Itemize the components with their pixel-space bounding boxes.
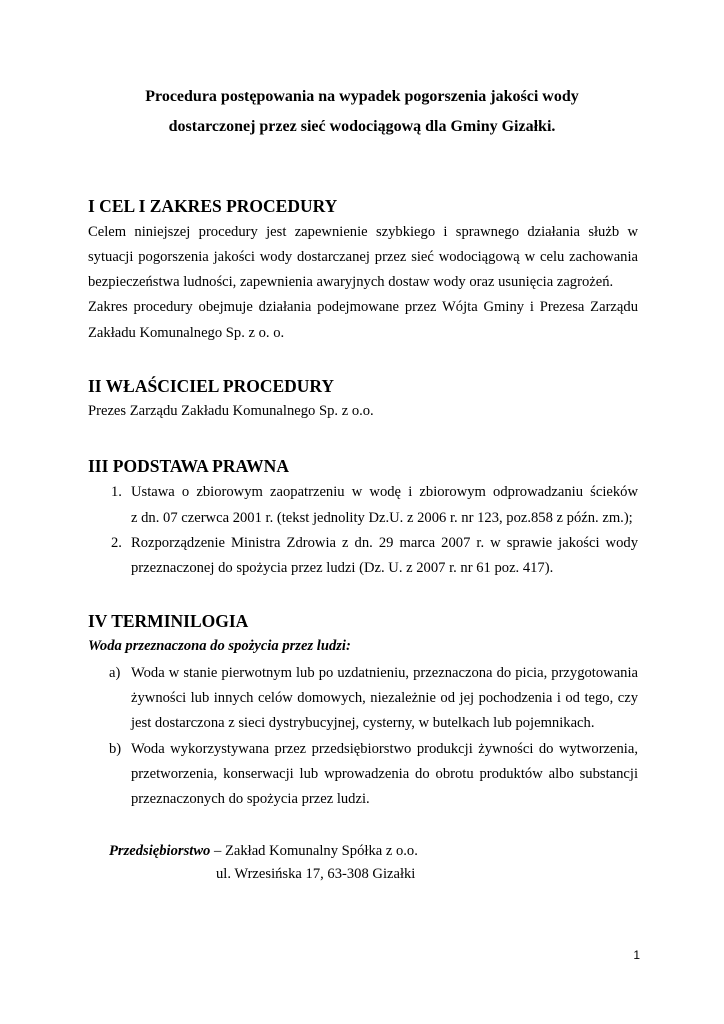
legal-item-1-line-2: z dn. 07 czerwca 2001 r. (tekst jednolity Dz.U. z 2006 r. nr 123, poz.858 z późn. zm.); [131, 510, 633, 526]
section-1-heading: I CEL I ZAKRES PROCEDURY [88, 196, 338, 216]
term-item-b-label: b) [109, 741, 122, 757]
section-1-line-5: Zakładu Komunalnego Sp. z o. o. [88, 325, 285, 341]
term-item-b-line-3: przeznaczonych do spożycia przez ludzi. [131, 791, 370, 807]
enterprise-name: – Zakład Komunalny Spółka z o.o. [210, 843, 418, 859]
section-1-line-4: Zakres procedury obejmuje działania podejmowane przez Wójta Gminy i Prezesa Zarządu [88, 299, 638, 315]
section-1-line-3: bezpieczeństwa ludności, zapewnienia awaryjnych dostaw wody oraz usunięcia zagrożeń. [88, 274, 614, 290]
enterprise-term: Przedsiębiorstwo [109, 843, 211, 859]
legal-item-1-line-1: Ustawa o zbiorowym zaopatrzeniu w wodę i zbiorowym odprowadzaniu ścieków [131, 484, 638, 500]
title-line-2: dostarczonej przez sieć wodociągową dla Gminy Gizałki. [168, 118, 556, 135]
section-3-heading: III PODSTAWA PRAWNA [88, 456, 289, 476]
term-item-a-label: a) [109, 665, 121, 681]
section-4-subheading: Woda przeznaczona do spożycia przez ludzi: [88, 638, 351, 654]
page-number: 1 [633, 948, 640, 962]
section-4-heading: IV TERMINILOGIA [88, 611, 249, 631]
enterprise-address: ul. Wrzesińska 17, 63-308 Gizałki [216, 866, 416, 882]
legal-item-2-number: 2. [111, 535, 122, 551]
term-item-a-line-3: jest dostarczona z sieci dystrybucyjnej, cysterny, w butelkach lub pojemnikach. [131, 715, 595, 731]
legal-item-2-line-1: Rozporządzenie Ministra Zdrowia z dn. 29 marca 2007 r. w sprawie jakości wody [131, 535, 638, 551]
enterprise-definition [109, 843, 418, 860]
term-item-b-line-2: przetworzenia, konserwacji lub wprowadzenia do obrotu produktów albo substancji [131, 766, 638, 782]
legal-item-2-line-2: przeznaczonej do spożycia przez ludzi (Dz. U. z 2007 r. nr 61 poz. 417). [131, 560, 554, 576]
legal-item-1-number: 1. [111, 484, 122, 500]
term-item-a-line-1: Woda w stanie pierwotnym lub po uzdatnieniu, przeznaczona do picia, przygotowania [131, 665, 638, 681]
term-item-b-line-1: Woda wykorzystywana przez przedsiębiorstwo produkcji żywności do wytworzenia, [131, 741, 638, 757]
term-item-a-line-2: żywności lub innych celów domowych, niezależnie od jej pochodzenia i od tego, czy [131, 690, 638, 706]
section-2-text: Prezes Zarządu Zakładu Komunalnego Sp. z o.o. [88, 403, 374, 419]
section-1-line-1: Celem niniejszej procedury jest zapewnienie szybkiego i sprawnego działania służb w [88, 224, 638, 240]
section-2-heading: II WŁAŚCICIEL PROCEDURY [88, 376, 335, 396]
title-line-1: Procedura postępowania na wypadek pogorszenia jakości wody [145, 88, 579, 105]
section-1-line-2: sytuacji pogorszenia jakości wody dostarczanej przez sieć wodociągową w celu zachowania [88, 249, 638, 265]
